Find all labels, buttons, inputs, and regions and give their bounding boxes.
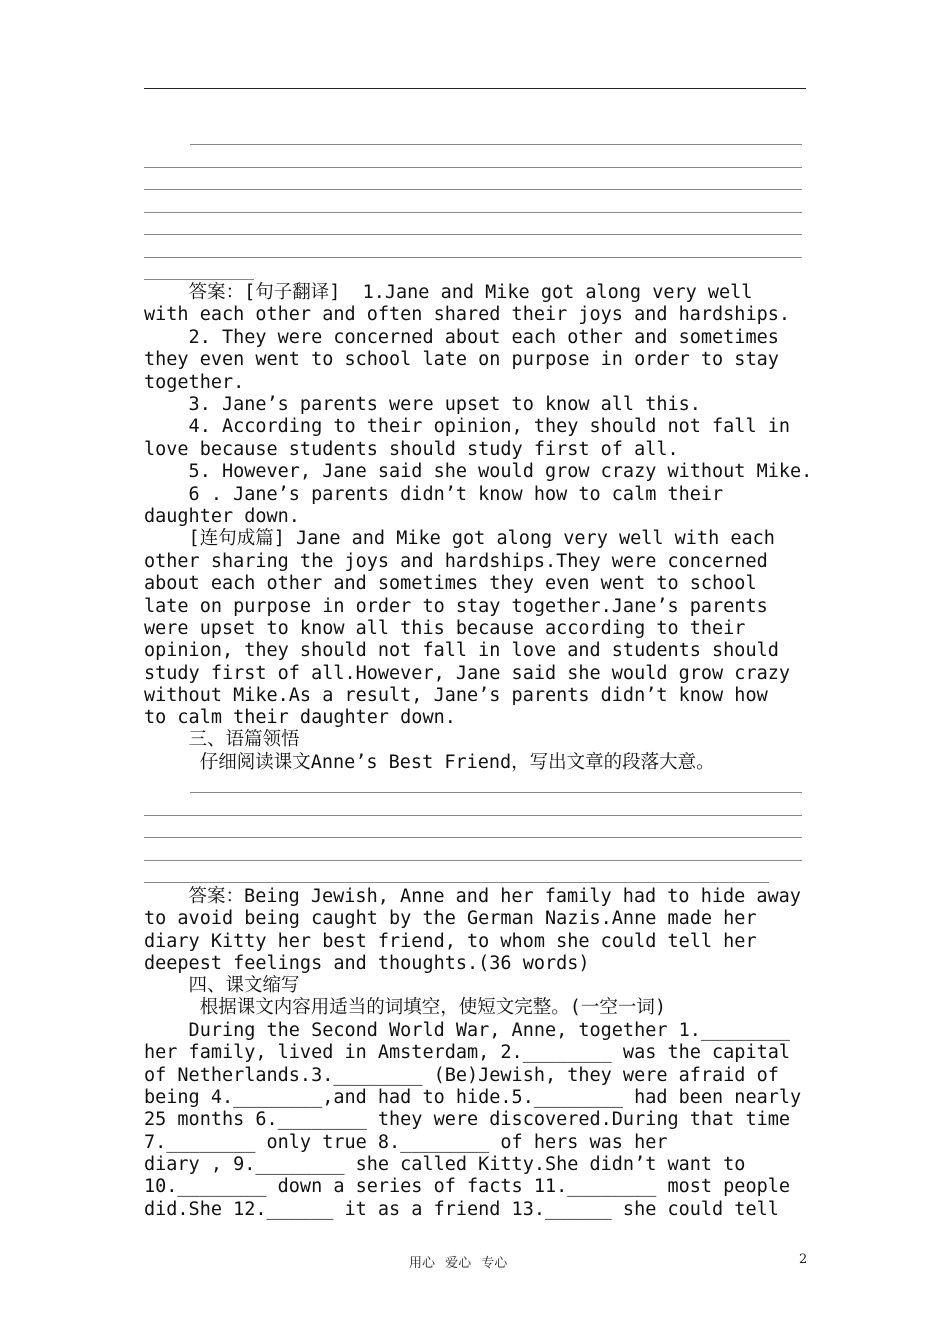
blank-line	[144, 815, 802, 816]
text-line: love because students should study first of all.	[144, 439, 679, 460]
text-line: with each other and often shared their joys and hardships.	[144, 304, 791, 325]
cloze-line: did.She 12.______ it as a friend 13.______ she could tell	[144, 1199, 779, 1220]
text-line: about each other and sometimes they even went to school	[144, 573, 757, 594]
text-line: 5. However, Jane said she would grow crazy without Mike.	[144, 461, 813, 482]
blank-line	[144, 837, 802, 838]
section-heading: 三、语篇领悟	[144, 729, 300, 750]
answer-label-line: 答案：[句子翻译] 1.Jane and Mike got along very well	[188, 282, 753, 303]
text-line: they even went to school late on purpose in order to stay	[144, 349, 779, 370]
blank-line	[144, 167, 802, 168]
cloze-line: During the Second World War, Anne, together 1.________	[144, 1020, 791, 1041]
text-line: 4. According to their opinion, they should not fall in	[144, 416, 791, 437]
blank-line	[144, 882, 769, 883]
blank-line	[144, 212, 802, 213]
text-line: late on purpose in order to stay together.Jane’s parents	[144, 596, 768, 617]
cloze-line: 10.________ down a series of facts 11.________ most people	[144, 1176, 791, 1197]
text-line: daughter down.	[144, 506, 300, 527]
blank-line	[144, 234, 802, 235]
text-line: were upset to know all this because according to their	[144, 618, 746, 639]
text-line: together.	[144, 372, 245, 393]
answer-line: deepest feelings and thoughts.(36 words)	[144, 953, 590, 974]
blank-line	[144, 279, 254, 280]
section-instruction: 仔细阅读课文Anne’s Best Friend，写出文章的段落大意。	[144, 752, 715, 773]
text-line: [连句成篇] Jane and Mike got along very well with each	[144, 528, 775, 549]
footer-motto: 用心 爱心 专心	[409, 1256, 508, 1271]
answer-line: to avoid being caught by the German Nazis.Anne made her	[144, 908, 757, 929]
cloze-line: her family, lived in Amsterdam, 2.________ was the capital	[144, 1042, 791, 1063]
cloze-line: being 4.________,and had to hide.5.________ had been nearly	[144, 1087, 802, 1108]
text-line: to calm their daughter down.	[144, 707, 456, 728]
section-heading: 四、课文缩写	[144, 975, 300, 996]
blank-line	[190, 792, 802, 793]
answer-line: diary Kitty her best friend, to whom she could tell her	[144, 931, 757, 952]
answer-line: 答案：Being Jewish, Anne and her family had to hide away	[144, 886, 801, 907]
blank-line	[190, 144, 802, 145]
blank-line	[144, 189, 802, 190]
cloze-line: diary , 9.________ she called Kitty.She didn’t want to	[144, 1154, 746, 1175]
text-line: 6 . Jane’s parents didn’t know how to calm their	[144, 484, 724, 505]
text-line: opinion, they should not fall in love and students should	[144, 640, 779, 661]
answer-label: 答案：[句子翻译]	[188, 282, 341, 303]
text-line: 2. They were concerned about each other and sometimes	[144, 327, 779, 348]
text-line: study first of all.However, Jane said she would grow crazy	[144, 663, 791, 684]
text-line: without Mike.As a result, Jane’s parents didn’t know how	[144, 685, 768, 706]
text-line: 3. Jane’s parents were upset to know all this.	[144, 394, 701, 415]
text-line: other sharing the joys and hardships.They were concerned	[144, 551, 768, 572]
blank-line	[144, 860, 802, 861]
section-instruction: 根据课文内容用适当的词填空，使短文完整。(一空一词)	[144, 997, 666, 1018]
page-number: 2	[799, 1252, 808, 1267]
header-rule	[144, 88, 806, 89]
cloze-line: 25 months 6.________ they were discovered.During that time	[144, 1109, 791, 1130]
cloze-line: of Netherlands.3.________ (Be)Jewish, they were afraid of	[144, 1065, 779, 1086]
blank-line	[144, 257, 802, 258]
cloze-line: 7.________ only true 8.________ of hers was her	[144, 1132, 668, 1153]
